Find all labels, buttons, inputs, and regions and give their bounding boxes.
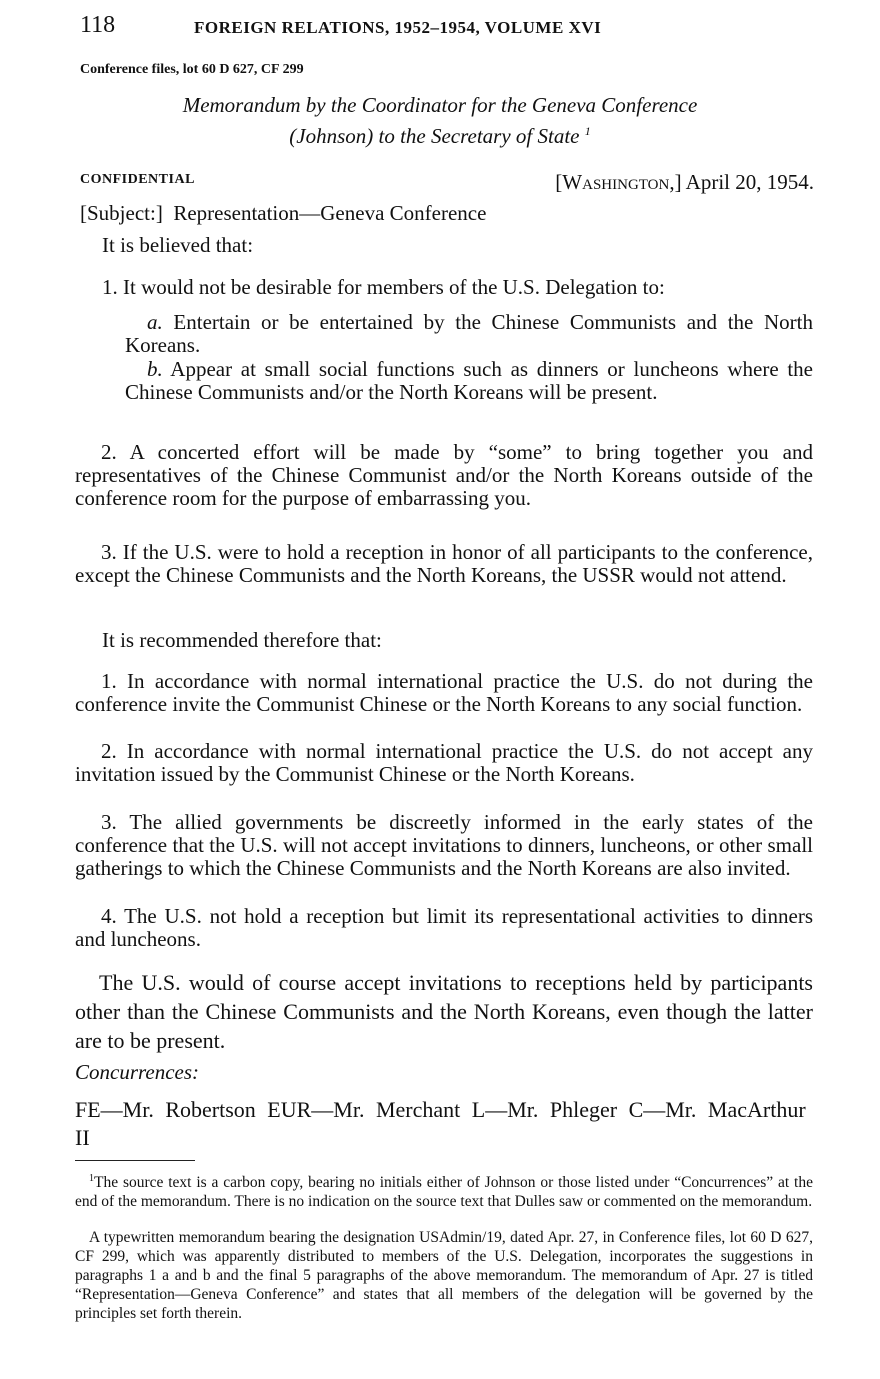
recommended-item-2: 2. In accordance with normal international practice the U.S. do not accept any invitation issued by the Communist Chinese or the North Koreans. — [75, 739, 813, 786]
dateline-date: April 20, 1954. — [685, 170, 814, 194]
footnote-paragraph-1 — [75, 1169, 813, 1211]
item-1b-label: b. — [147, 357, 163, 381]
item-1a-text: Entertain or be entertained by the Chinese Communists and the North Koreans. — [125, 310, 813, 357]
classification-label: CONFIDENTIAL — [80, 172, 195, 187]
item-1a-label: a. — [147, 310, 163, 334]
memo-title — [80, 92, 800, 149]
recommended-item-4: 4. The U.S. not hold a reception but limit its representational activities to dinners and luncheons. — [75, 904, 813, 951]
source-note: Conference files, lot 60 D 627, CF 299 — [80, 62, 304, 77]
believed-lead: It is believed that: — [102, 233, 254, 257]
page-number: 118 — [80, 12, 116, 38]
footnote-paragraph-2: A typewritten memorandum bearing the designation USAdmin/19, dated Apr. 27, in Conference files, lot 60 D 627, CF 299, which was apparently distributed to members of the U.S. Delegation, incorporates the suggestions in paragraphs 1 a and b and the final 5 paragraphs of the above memorandum. The memorandum of Apr. 27 is titled “Representation—Geneva Conference” and states that all members of the delegation will be governed by the principles set forth therein. — [75, 1229, 813, 1322]
footnote-text-1: The source text is a carbon copy, bearing no initials either of Johnson or those listed under “Concurrences” at the end of the memorandum. There is no indication on the source text that Dulles saw or commented on the memorandum. — [75, 1174, 813, 1211]
subject-label: [Subject:] — [80, 201, 163, 225]
closing-paragraph: The U.S. would of course accept invitations to receptions held by participants other than the Chinese Communists and the North Koreans, even though the latter are to be present. — [75, 970, 813, 1053]
dateline — [555, 170, 814, 195]
footnote-marker: 1 — [89, 1173, 94, 1184]
footnote-divider — [75, 1160, 195, 1161]
recommended-item-1: 1. In accordance with normal international practice the U.S. do not during the conference invite the Communist Chinese or the North Koreans to any social function. — [75, 669, 813, 716]
item-1b-text: Appear at small social functions such as dinners or luncheons where the Chinese Communists and/or the North Koreans will be present. — [125, 357, 813, 404]
believed-item-1b — [125, 358, 813, 404]
recommended-item-3: 3. The allied governments be discreetly informed in the early states of the conference that the U.S. will not accept invitations to dinners, luncheons, or other small gatherings to which the Chinese Communists and the North Koreans are also invited. — [75, 810, 813, 880]
believed-item-1a — [125, 311, 813, 357]
dateline-place: [Washington,] — [555, 170, 682, 194]
believed-item-1: 1. It would not be desirable for members of the U.S. Delegation to: — [102, 275, 665, 299]
running-title: FOREIGN RELATIONS, 1952–1954, VOLUME XVI — [194, 18, 602, 37]
memo-title-line1: Memorandum by the Coordinator for the Geneva Conference — [182, 93, 698, 117]
memo-title-line2: (Johnson) to the Secretary of State — [289, 124, 580, 148]
footnote-reference: 1 — [584, 124, 591, 138]
concurrences-list: FE—Mr. Robertson EUR—Mr. Merchant L—Mr. Phleger C—Mr. MacArthur II — [75, 1097, 806, 1150]
subject-line — [80, 201, 486, 226]
believed-item-3: 3. If the U.S. were to hold a reception in honor of all participants to the conference, except the Chinese Communists and the North Koreans, the USSR would not attend. — [75, 540, 813, 587]
concurrences-label: Concurrences: — [75, 1060, 200, 1084]
recommended-lead: It is recommended therefore that: — [102, 628, 382, 652]
memo-title-line2-wrap — [80, 118, 800, 149]
believed-item-2: 2. A concerted effort will be made by “some” to bring together you and representatives of the Chinese Communist and/or the North Koreans outside of the conference room for the purpose of embarrassing you. — [75, 440, 813, 510]
subject-text: Representation—Geneva Conference — [173, 201, 487, 225]
